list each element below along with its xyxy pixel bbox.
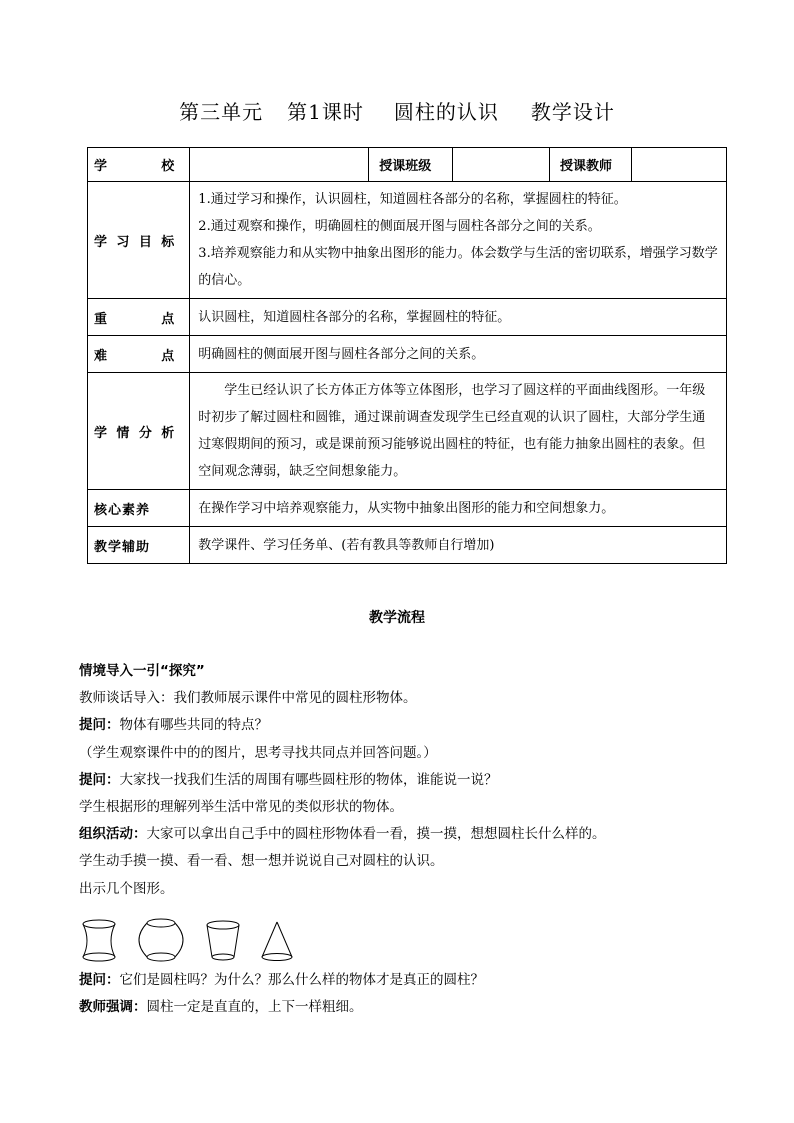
teacher-value xyxy=(631,148,726,182)
table-row xyxy=(88,299,727,336)
aids-content xyxy=(190,527,727,564)
aids-text: 教学课件、学习任务单、(若有教具等教师自行增加) xyxy=(198,537,495,553)
goal-line: 2.通过观察和操作，明确圆柱的侧面展开图与圆柱各部分之间的关系。 xyxy=(198,219,601,234)
flow-paragraph: 学生动手摸一摸、看一看、想一想并说说自己对圆柱的认识。 xyxy=(79,853,444,870)
table-row xyxy=(88,373,727,490)
title-lesson: 第1课时 xyxy=(287,100,364,124)
class-value xyxy=(452,148,549,182)
frustum-figure xyxy=(203,919,243,963)
title-topic: 圆柱的认识 xyxy=(393,100,499,124)
table-row xyxy=(88,490,727,527)
row-label-core: 核心素养 xyxy=(88,490,190,527)
school-value xyxy=(190,148,369,182)
school-label: 学 校 xyxy=(88,148,190,182)
row-label-analysis: 学情分析 xyxy=(88,373,190,490)
flow-paragraph: 学生根据形的理解列举生活中常见的类似形状的物体。 xyxy=(79,799,403,816)
shape-figures xyxy=(79,909,739,963)
flow-activity: 组织活动：大家可以拿出自己手中的圆柱形物体看一看，摸一摸，想想圆柱长什么样的。 xyxy=(79,826,606,843)
flow-paragraph: 教师谈话导入：我们教师展示课件中常见的圆柱形物体。 xyxy=(79,690,417,707)
key-point-text: 认识圆柱，知道圆柱各部分的名称，掌握圆柱的特征。 xyxy=(198,309,511,325)
teaching-flow xyxy=(79,658,739,1021)
flow-paragraph: 出示几个图形。 xyxy=(79,880,174,897)
section-title: 教学流程 xyxy=(369,610,425,626)
title-kind: 教学设计 xyxy=(530,100,615,124)
teacher-label: 授课教师 xyxy=(550,148,632,182)
class-label: 授课班级 xyxy=(369,148,453,182)
lesson-info-table xyxy=(87,147,727,564)
hourglass-cylinder-figure xyxy=(79,919,119,963)
flow-question: 提问：它们是圆柱吗？为什么？那么什么样的物体才是真正的圆柱？ xyxy=(79,971,484,988)
core-text: 在操作学习中培养观察能力，从实物中抽象出图形的能力和空间想象力。 xyxy=(198,500,615,516)
title-unit: 第三单元 xyxy=(179,100,264,124)
row-label-difficulty: 难 点 xyxy=(88,336,190,373)
goal-line: 1.通过学习和操作，认识圆柱，知道圆柱各部分的名称，掌握圆柱的特征。 xyxy=(198,192,627,207)
row-label-key-point: 重 点 xyxy=(88,299,190,336)
key-point-content xyxy=(190,299,727,336)
row-label-goals: 学习目标 xyxy=(88,182,190,299)
flow-paragraph: （学生观察课件中的的图片，思考寻找共同点并回答问题。） xyxy=(79,744,437,761)
table-row xyxy=(88,527,727,564)
flow-question: 提问：大家找一找我们生活的周围有哪些圆柱形的物体，谁能说一说？ xyxy=(79,771,498,788)
core-content xyxy=(190,490,727,527)
goals-content xyxy=(190,182,727,299)
table-row xyxy=(88,336,727,373)
row-label-aids: 教学辅助 xyxy=(88,527,190,564)
analysis-text: 学生已经认识了长方体正方体等立体图形，也学习了圆这样的平面曲线图形。一年级时初步了解过圆柱和圆锥，通过课前调查发现学生已经直观的认识了圆柱，大部分学生通过寒假期间的预习，或是课前预习能够说出圆柱的特征，也有能力抽象出圆柱的表象。但空间观念薄弱，缺乏空间想象能力。 xyxy=(198,383,706,479)
cone-figure xyxy=(259,919,295,963)
flow-heading: 情境导入一引“探究” xyxy=(79,663,205,679)
goal-line: 3.培养观察能力和从实物中抽象出图形的能力。体会数学与生活的密切联系，增强学习数学的信心。 xyxy=(198,246,718,288)
analysis-content xyxy=(190,373,727,490)
difficulty-text: 明确圆柱的侧面展开图与圆柱各部分之间的关系。 xyxy=(198,346,485,362)
barrel-figure xyxy=(135,917,187,963)
flow-emphasis: 教师强调：圆柱一定是直直的，上下一样粗细。 xyxy=(79,999,363,1016)
flow-question: 提问：物体有哪些共同的特点？ xyxy=(79,717,268,734)
document-title xyxy=(0,96,794,125)
difficulty-content xyxy=(190,336,727,373)
table-row xyxy=(88,182,727,299)
table-header-row xyxy=(88,148,727,182)
